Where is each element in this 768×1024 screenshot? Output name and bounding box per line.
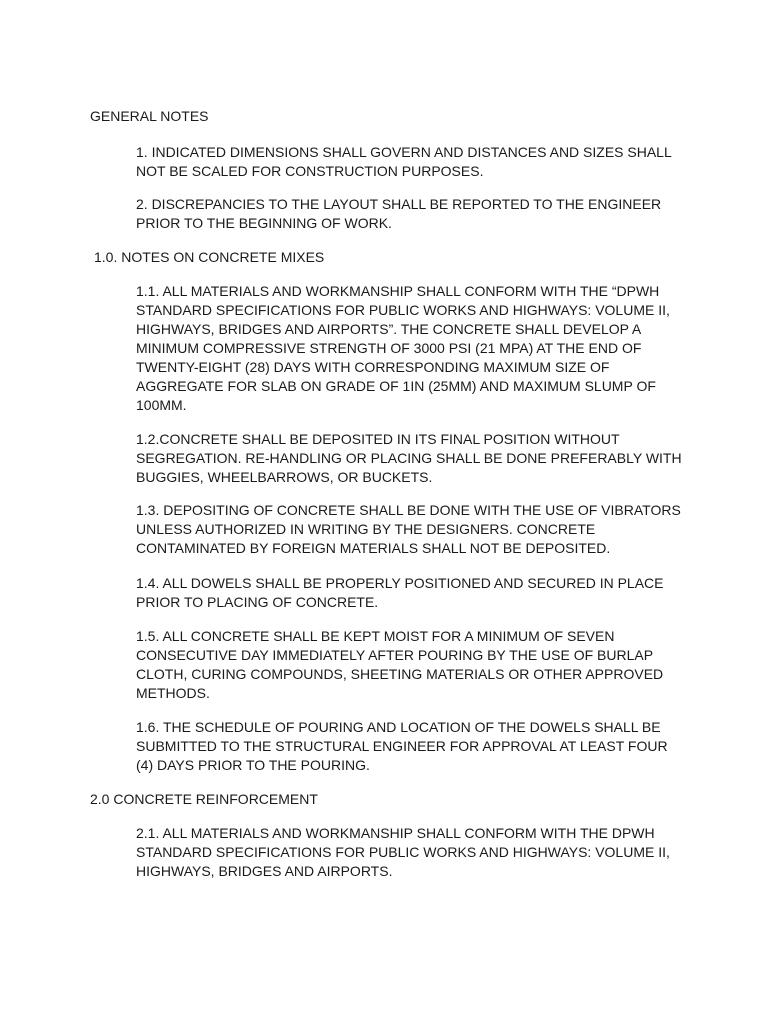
text-line: SUBMITTED TO THE STRUCTURAL ENGINEER FOR APPROVAL AT LEAST FOUR xyxy=(136,738,668,754)
text-line: (4) DAYS PRIOR TO THE POURING. xyxy=(136,757,370,773)
concrete-mix-note-1-2 xyxy=(136,430,684,487)
concrete-mixes-heading: 1.0. NOTES ON CONCRETE MIXES xyxy=(94,249,325,265)
reinforcement-note-2-1 xyxy=(136,824,684,881)
text-line: AGGREGATE FOR SLAB ON GRADE OF 1IN (25MM) AND MAXIMUM SLUMP OF xyxy=(136,378,656,394)
concrete-reinforcement-heading: 2.0 CONCRETE REINFORCEMENT xyxy=(90,791,318,807)
text-line: 2.1. ALL MATERIALS AND WORKMANSHIP SHALL CONFORM WITH THE DPWH xyxy=(136,825,655,841)
concrete-mix-note-1-1 xyxy=(136,282,684,415)
general-note-1 xyxy=(136,143,684,181)
text-line: STANDARD SPECIFICATIONS FOR PUBLIC WORKS AND HIGHWAYS: VOLUME II, xyxy=(136,302,670,318)
text-line: 1.6. THE SCHEDULE OF POURING AND LOCATION OF THE DOWELS SHALL BE xyxy=(136,719,661,735)
text-line: CLOTH, CURING COMPOUNDS, SHEETING MATERIALS OR OTHER APPROVED xyxy=(136,666,664,682)
concrete-mix-note-1-6 xyxy=(136,718,684,775)
text-line: 1.3. DEPOSITING OF CONCRETE SHALL BE DONE WITH THE USE OF VIBRATORS xyxy=(136,502,681,518)
general-notes-heading: GENERAL NOTES xyxy=(90,108,209,124)
text-line: 1.1. ALL MATERIALS AND WORKMANSHIP SHALL CONFORM WITH THE “DPWH xyxy=(136,283,660,299)
text-line: TWENTY-EIGHT (28) DAYS WITH CORRESPONDING MAXIMUM SIZE OF xyxy=(136,359,610,375)
text-line: 1.5. ALL CONCRETE SHALL BE KEPT MOIST FOR A MINIMUM OF SEVEN xyxy=(136,628,615,644)
text-line: 1.2.CONCRETE SHALL BE DEPOSITED IN ITS FINAL POSITION WITHOUT xyxy=(136,431,620,447)
concrete-mix-note-1-5 xyxy=(136,627,684,703)
text-line: MINIMUM COMPRESSIVE STRENGTH OF 3000 PSI (21 MPA) AT THE END OF xyxy=(136,340,642,356)
text-line: 100MM. xyxy=(136,397,187,413)
text-line: SEGREGATION. RE-HANDLING OR PLACING SHALL BE DONE PREFERABLY WITH xyxy=(136,450,682,466)
concrete-mix-note-1-4 xyxy=(136,574,684,612)
text-line: UNLESS AUTHORIZED IN WRITING BY THE DESIGNERS. CONCRETE xyxy=(136,521,596,537)
text-line: CONTAMINATED BY FOREIGN MATERIALS SHALL NOT BE DEPOSITED. xyxy=(136,540,611,556)
text-line: 1. INDICATED DIMENSIONS SHALL GOVERN AND DISTANCES AND SIZES SHALL xyxy=(136,144,672,160)
concrete-mix-note-1-3 xyxy=(136,501,684,558)
general-note-2 xyxy=(136,195,684,233)
text-line: NOT BE SCALED FOR CONSTRUCTION PURPOSES. xyxy=(136,163,484,179)
text-line: HIGHWAYS, BRIDGES AND AIRPORTS. xyxy=(136,863,393,879)
text-line: BUGGIES, WHEELBARROWS, OR BUCKETS. xyxy=(136,469,433,485)
text-line: CONSECUTIVE DAY IMMEDIATELY AFTER POURING BY THE USE OF BURLAP xyxy=(136,647,654,663)
text-line: 1.4. ALL DOWELS SHALL BE PROPERLY POSITIONED AND SECURED IN PLACE xyxy=(136,575,664,591)
text-line: 2. DISCREPANCIES TO THE LAYOUT SHALL BE REPORTED TO THE ENGINEER xyxy=(136,196,662,212)
text-line: HIGHWAYS, BRIDGES AND AIRPORTS”. THE CONCRETE SHALL DEVELOP A xyxy=(136,321,642,337)
text-line: METHODS. xyxy=(136,685,210,701)
text-line: PRIOR TO PLACING OF CONCRETE. xyxy=(136,594,379,610)
text-line: PRIOR TO THE BEGINNING OF WORK. xyxy=(136,215,392,231)
text-line: STANDARD SPECIFICATIONS FOR PUBLIC WORKS AND HIGHWAYS: VOLUME II, xyxy=(136,844,670,860)
